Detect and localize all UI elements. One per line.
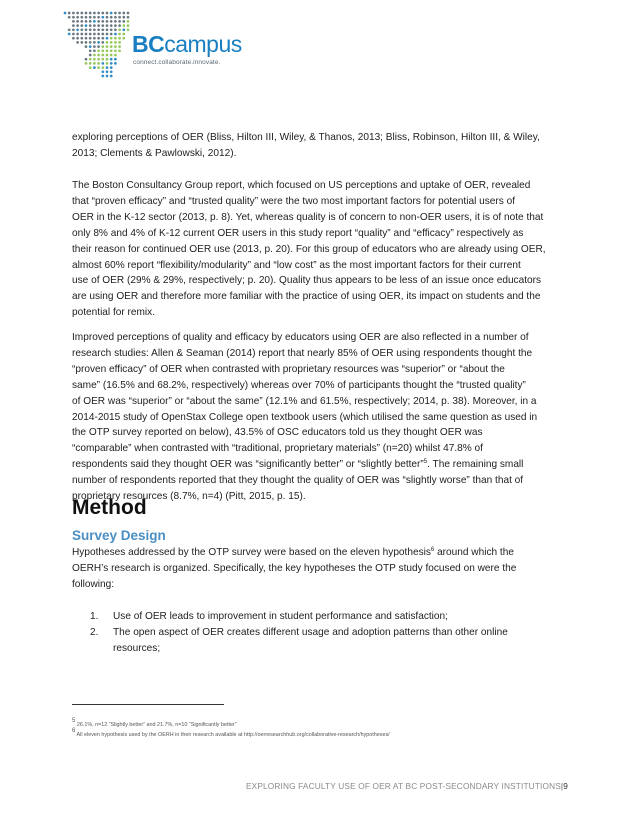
logo-dot	[80, 37, 83, 40]
logo-dot	[118, 12, 121, 15]
logo-dot	[101, 41, 104, 44]
paragraph-hypotheses	[72, 545, 572, 593]
logo-dot	[106, 49, 109, 52]
logo-dot	[118, 24, 121, 27]
logo-dot	[97, 37, 100, 40]
footnote-5	[72, 720, 572, 730]
logo-dot	[101, 33, 104, 36]
logo-dot	[80, 16, 83, 19]
logo-dot	[127, 12, 130, 15]
logo-dot	[106, 16, 109, 19]
logo-dot	[110, 12, 113, 15]
logo-dot	[93, 45, 96, 48]
logo-dot	[85, 24, 88, 27]
text-line: use of OER (29% & 29%, respectively; p. 20). Quality thus appears to be less of an issue once educators	[72, 275, 542, 287]
logo-dot	[89, 16, 92, 19]
logo-dot	[89, 62, 92, 65]
text-line-with-footnote	[72, 545, 572, 561]
text-segment: respondents said they thought OER was “significantly better” or “slightly better”	[72, 459, 424, 471]
logo-dot	[106, 70, 109, 73]
logo-dot	[114, 24, 117, 27]
text-line: 2013; Clements & Pawlowski, 2012).	[72, 147, 237, 159]
logo-dot	[127, 16, 130, 19]
logo-dot	[76, 33, 79, 36]
logo-dot	[97, 24, 100, 27]
text-line: proprietary resources (8.7%, n=4) (Pitt, 2015, p. 15).	[72, 491, 306, 503]
logo-dot	[122, 12, 125, 15]
footer-separator: |	[560, 781, 564, 791]
paragraph-bcg-report	[72, 178, 572, 321]
logo-dot	[101, 49, 104, 52]
logo-dot	[114, 12, 117, 15]
text-line: OERH’s research is organized. Specifically, the key hypotheses the OTP study focused on were the	[72, 562, 517, 574]
page-number: 9	[563, 781, 568, 791]
logo-dot	[89, 37, 92, 40]
footnote-marker: 6	[72, 728, 76, 734]
logo-dot	[72, 37, 75, 40]
logo-dot	[106, 37, 109, 40]
logo-dot	[101, 75, 104, 78]
logo-dot	[97, 49, 100, 52]
logo-dot	[72, 20, 75, 23]
logo-dot	[85, 12, 88, 15]
list-item-text: Use of OER leads to improvement in student performance and satisfaction;	[113, 611, 448, 622]
text-line: number of respondents reported that they thought the quality of OER was “slightly worse” than that of	[72, 475, 524, 487]
logo-dot	[114, 41, 117, 44]
logo-dot	[118, 37, 121, 40]
logo-dot	[118, 33, 121, 36]
logo-dot	[80, 41, 83, 44]
logo-dot	[97, 62, 100, 65]
logo-dot	[110, 24, 113, 27]
logo-dot	[101, 70, 104, 73]
text-line: the OTP survey reported on below), 43.5% of OSC educators told us they thought OER was	[72, 427, 483, 439]
logo-dot	[122, 33, 125, 36]
logo-dot	[93, 41, 96, 44]
logo-dot	[89, 24, 92, 27]
logo-dot	[89, 45, 92, 48]
logo-dot	[85, 37, 88, 40]
logo-dot	[114, 37, 117, 40]
text-line-with-footnote	[72, 457, 572, 473]
list-item-text: The open aspect of OER creates different usage and adoption patterns than other online	[113, 626, 508, 638]
logo-dot	[93, 37, 96, 40]
page-footer	[246, 781, 568, 791]
logo-tagline: connect.collaborate.innovate.	[133, 59, 221, 66]
list-item-text: resources;	[113, 642, 161, 654]
logo-dot	[93, 54, 96, 57]
logo-dot	[97, 45, 100, 48]
logo-dot	[89, 58, 92, 61]
logo-dot	[97, 12, 100, 15]
logo-dot	[110, 70, 113, 73]
logo-dot	[106, 62, 109, 65]
logo-dot	[80, 20, 83, 23]
text-line: following:	[72, 578, 115, 590]
logo-bc: BC	[132, 31, 165, 57]
logo-wordmark	[132, 32, 242, 56]
logo-dot	[93, 28, 96, 31]
logo-dot	[110, 28, 113, 31]
logo-dot	[106, 24, 109, 27]
logo-dot	[101, 24, 104, 27]
logo-dot	[97, 16, 100, 19]
footnote-marker: 5	[72, 718, 76, 724]
logo-dot	[80, 28, 83, 31]
logo-dot	[114, 49, 117, 52]
logo-dot	[101, 12, 104, 15]
logo-dot	[106, 12, 109, 15]
text-segment: around which the	[434, 547, 514, 558]
bccampus-logo	[62, 10, 242, 82]
text-segment: Hypotheses addressed by the OTP survey were based on the eleven hypothesis	[72, 547, 431, 558]
logo-dot	[93, 33, 96, 36]
text-line: exploring perceptions of OER (Bliss, Hilton III, Wiley, & Thanos, 2013; Bliss, Robinson, Hilton III, & Wiley,	[72, 132, 540, 143]
logo-dot	[110, 41, 113, 44]
text-line: are using OER and therefore more familiar with the practice of using OER, its impact on students and the	[72, 291, 541, 303]
text-line: “comparable” when contrasted with “traditional, proprietary materials” (n=20) whilst 47.8% of	[72, 443, 483, 455]
logo-dot	[97, 66, 100, 69]
footnote-divider	[72, 704, 224, 705]
logo-dot	[127, 28, 130, 31]
logo-dot	[93, 62, 96, 65]
list-item	[90, 625, 570, 657]
logo-dot	[68, 33, 71, 36]
logo-dot	[93, 20, 96, 23]
logo-dot	[76, 16, 79, 19]
logo-dot	[101, 58, 104, 61]
subsection-heading-survey-design: Survey Design	[72, 528, 166, 543]
logo-dot	[106, 66, 109, 69]
logo-dot	[93, 66, 96, 69]
logo-dot	[76, 20, 79, 23]
logo-dot	[101, 66, 104, 69]
logo-dot	[72, 24, 75, 27]
logo-dot	[72, 33, 75, 36]
logo-dot	[101, 20, 104, 23]
list-number: 1.	[90, 611, 99, 622]
logo-dot	[97, 54, 100, 57]
logo-dot	[106, 58, 109, 61]
text-line: OER in the K-12 sector (2013, p. 8). Yet, whereas quality is of concern to non-OER users, it is of note that	[72, 211, 544, 223]
logo-dot	[89, 20, 92, 23]
text-line: their reason for continued OER use (2013, p. 20). For this group of educators who are already using OER,	[72, 243, 546, 255]
footnote-ref-5[interactable]: 5	[423, 459, 428, 466]
logo-dot	[64, 12, 67, 15]
logo-dot	[76, 37, 79, 40]
logo-dot	[110, 62, 113, 65]
text-line: Improved perceptions of quality and efficacy by educators using OER are also reflected in a number of	[72, 332, 529, 343]
text-line: 2014-2015 study of OpenStax College open textbook users (which utilised the same question as used in	[72, 411, 538, 423]
logo-dot	[106, 41, 109, 44]
logo-dot	[106, 33, 109, 36]
logo-dot	[106, 28, 109, 31]
logo-dot	[122, 16, 125, 19]
logo-dot	[114, 28, 117, 31]
text-line: only 8% and 4% of K-12 current OER users in this study report “quality” and “efficacy” respectively as	[72, 227, 524, 239]
bc-map-dots-icon	[62, 10, 132, 82]
logo-dot	[89, 12, 92, 15]
logo-dot	[97, 58, 100, 61]
text-line: almost 60% report “flexibility/modularity” and “low cost” as the most important factors for their current	[72, 259, 521, 271]
logo-campus: campus	[164, 31, 242, 57]
section-heading-method: Method	[72, 496, 147, 519]
logo-dot	[110, 54, 113, 57]
logo-dot	[97, 33, 100, 36]
text-line: “proven efficacy” of OER when contrasted with proprietary resources was “superior” or “about the	[72, 363, 505, 375]
text-line: that “proven efficacy” and “trusted quality” were the two most important factors for potential users of	[72, 195, 516, 207]
logo-dot	[118, 16, 121, 19]
logo-dot	[114, 33, 117, 36]
logo-dot	[80, 12, 83, 15]
logo-dot	[85, 45, 88, 48]
logo-dot	[89, 28, 92, 31]
logo-dot	[72, 12, 75, 15]
logo-dot	[122, 37, 125, 40]
logo-dot	[127, 24, 130, 27]
logo-dot	[97, 28, 100, 31]
logo-dot	[85, 16, 88, 19]
text-segment: . The remaining small	[427, 459, 524, 471]
logo-dot	[93, 24, 96, 27]
logo-dot	[114, 62, 117, 65]
text-line: same” (16.5% and 68.2%, respectively) whereas over 70% of participants thought the “trusted quality”	[72, 379, 526, 391]
logo-dot	[89, 49, 92, 52]
logo-dot	[89, 33, 92, 36]
logo-dot	[68, 12, 71, 15]
logo-dot	[93, 58, 96, 61]
logo-dot	[76, 41, 79, 44]
logo-dot	[101, 62, 104, 65]
logo-dot	[106, 75, 109, 78]
logo-dot	[114, 54, 117, 57]
logo-dot	[122, 28, 125, 31]
text-line: potential for remix.	[72, 307, 156, 319]
logo-dot	[118, 41, 121, 44]
footer-title: EXPLORING FACULTY USE OF OER AT BC POST-SECONDARY INSTITUTIONS	[245, 781, 561, 791]
logo-dot	[114, 16, 117, 19]
logo-dot	[114, 58, 117, 61]
logo-dot	[118, 45, 121, 48]
logo-dot	[110, 66, 113, 69]
paragraph-intro	[72, 130, 572, 162]
logo-dot	[72, 28, 75, 31]
list-number: 2.	[90, 626, 99, 638]
hypotheses-list	[90, 609, 570, 657]
logo-dot	[76, 12, 79, 15]
logo-dot	[85, 28, 88, 31]
logo-dot	[110, 20, 113, 23]
logo-dot	[85, 62, 88, 65]
logo-dot	[118, 20, 121, 23]
logo-dot	[89, 41, 92, 44]
logo-dot	[101, 37, 104, 40]
logo-dot	[85, 33, 88, 36]
logo-dot	[110, 45, 113, 48]
logo-dot	[110, 75, 113, 78]
footnotes	[72, 720, 572, 740]
logo-dot	[85, 41, 88, 44]
text-line: of OER was “superior” or “about the same” (12.1% and 61.5%, respectively; 2014, p. 38). Moreover, in a	[72, 395, 537, 407]
logo-dot	[106, 20, 109, 23]
logo-dot	[85, 20, 88, 23]
logo-dot	[93, 12, 96, 15]
logo-dot	[68, 28, 71, 31]
logo-dot	[110, 49, 113, 52]
logo-dot	[127, 20, 130, 23]
logo-dot	[72, 16, 75, 19]
logo-dot	[114, 45, 117, 48]
logo-dot	[93, 16, 96, 19]
logo-dot	[93, 49, 96, 52]
logo-dot	[118, 28, 121, 31]
logo-dot	[106, 54, 109, 57]
logo-dot	[110, 37, 113, 40]
list-item	[90, 609, 570, 625]
logo-dot	[85, 58, 88, 61]
footnote-text: 26.1%, n=12 “Slightly better” and 21.7%, n=10 “Significantly better”	[76, 722, 237, 728]
logo-dot	[118, 49, 121, 52]
text-line: The Boston Consultancy Group report, which focused on US perceptions and uptake of OER, revealed	[72, 180, 531, 191]
logo-dot	[68, 16, 71, 19]
logo-dot	[97, 20, 100, 23]
logo-dot	[122, 24, 125, 27]
logo-dot	[110, 33, 113, 36]
logo-dot	[89, 66, 92, 69]
logo-dot	[80, 24, 83, 27]
footnote-6	[72, 730, 572, 740]
logo-dot	[80, 33, 83, 36]
logo-dot	[110, 16, 113, 19]
logo-dot	[110, 58, 113, 61]
footnote-ref-6[interactable]: 6	[430, 547, 435, 553]
logo-dot	[101, 16, 104, 19]
logo-dot	[101, 54, 104, 57]
logo-dot	[89, 54, 92, 57]
logo-dot	[122, 20, 125, 23]
logo-dot	[101, 28, 104, 31]
logo-dot	[76, 28, 79, 31]
logo-dot	[114, 20, 117, 23]
logo-dot	[106, 45, 109, 48]
text-line: research studies: Allen & Seaman (2014) report that nearly 85% of OER using respondents thought the	[72, 347, 533, 359]
logo-dot	[76, 24, 79, 27]
footnote-text: All eleven hypothesis used by the OERH in their research available at http://oerresearchhub.org/collaborative-research/hypotheses/	[76, 732, 390, 738]
logo-dot	[97, 41, 100, 44]
logo-dot	[101, 45, 104, 48]
paragraph-improved-perceptions	[72, 330, 572, 505]
